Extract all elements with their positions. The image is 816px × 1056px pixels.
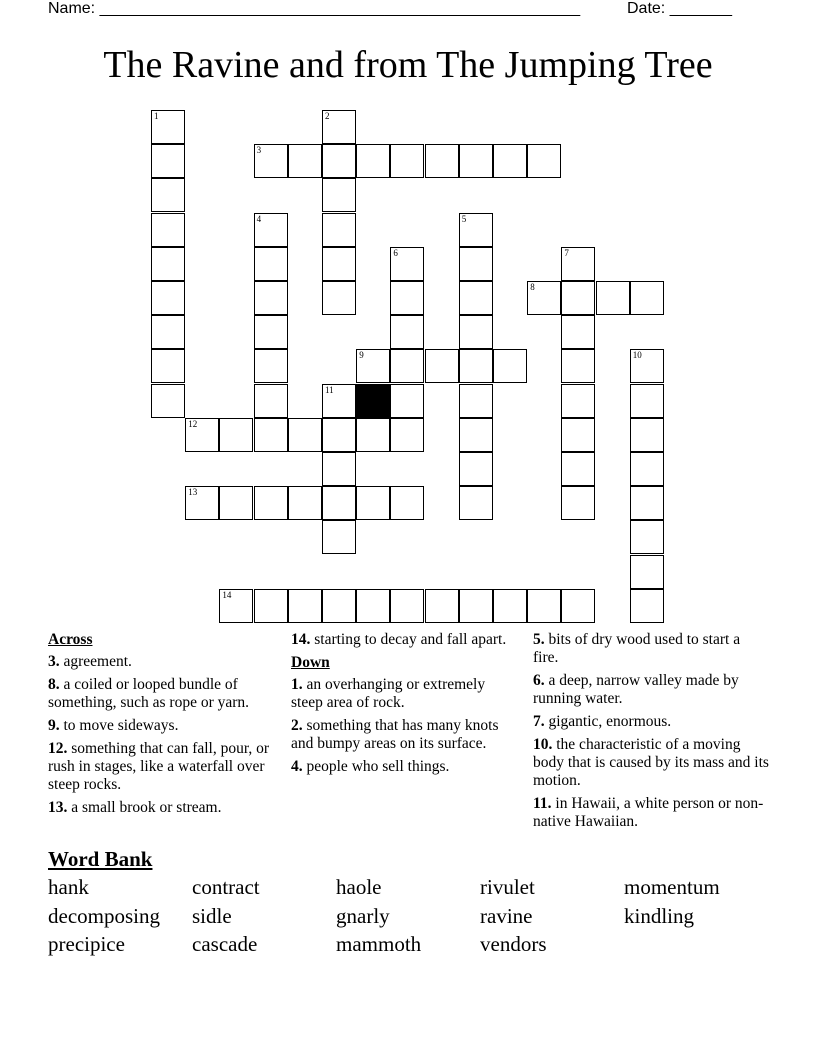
- clue-number-label: 7: [564, 247, 569, 258]
- grid-cell-13[interactable]: [185, 486, 219, 520]
- clue-number-label: 14: [222, 589, 232, 600]
- grid-cell[interactable]: [561, 281, 595, 315]
- clue-number: 2.: [291, 717, 303, 734]
- grid-cell[interactable]: [219, 418, 253, 452]
- grid-cell-11[interactable]: [322, 384, 356, 418]
- clue-down-6: [533, 672, 769, 708]
- word-bank-heading: Word Bank: [48, 847, 153, 871]
- grid-cell[interactable]: [596, 281, 630, 315]
- grid-cell[interactable]: [254, 486, 288, 520]
- clue-number-label: 1: [154, 111, 159, 121]
- clue-number: 9.: [48, 717, 60, 734]
- grid-cell-1[interactable]: [151, 110, 185, 144]
- grid-cell[interactable]: [151, 315, 185, 349]
- grid-cell[interactable]: [322, 178, 356, 212]
- grid-cell[interactable]: [459, 589, 493, 623]
- grid-cell[interactable]: [630, 418, 664, 452]
- clues-column-1: [48, 631, 273, 822]
- grid-cell[interactable]: [493, 349, 527, 383]
- grid-cell[interactable]: [254, 349, 288, 383]
- word-bank-word: mammoth: [336, 932, 422, 956]
- grid-cell[interactable]: [322, 520, 356, 554]
- clue-down-7: [533, 713, 769, 731]
- grid-cell[interactable]: [288, 589, 322, 623]
- grid-cell[interactable]: [630, 520, 664, 554]
- clue-down-4: [291, 758, 516, 776]
- name-field-label: Name: ______________________________________________________: [48, 0, 581, 17]
- grid-cell[interactable]: [630, 281, 664, 315]
- clue-down-1: [291, 676, 516, 712]
- grid-cell[interactable]: [151, 144, 185, 178]
- grid-cell[interactable]: [322, 452, 356, 486]
- grid-cell[interactable]: [390, 384, 424, 418]
- grid-cell[interactable]: [459, 384, 493, 418]
- grid-cell[interactable]: [322, 486, 356, 520]
- grid-cell[interactable]: [322, 213, 356, 247]
- clue-down-5: [533, 631, 769, 667]
- word-bank-word: rivulet: [480, 875, 535, 899]
- clue-number: 10.: [533, 736, 553, 753]
- grid-cell[interactable]: [630, 384, 664, 418]
- clue-text: an overhanging or extremely steep area of rock.: [291, 676, 486, 711]
- clue-across-8: [48, 676, 273, 712]
- grid-cell[interactable]: [151, 178, 185, 212]
- clue-text: to move sideways.: [63, 717, 179, 734]
- grid-cell[interactable]: [288, 486, 322, 520]
- grid-cell[interactable]: [254, 315, 288, 349]
- grid-cell[interactable]: [151, 349, 185, 383]
- across-heading: Across: [48, 631, 93, 648]
- clue-down-10: [533, 736, 769, 790]
- grid-cell[interactable]: [561, 349, 595, 383]
- clue-number-label: 5: [461, 213, 467, 224]
- grid-cell[interactable]: [322, 247, 356, 281]
- grid-cell[interactable]: [630, 589, 664, 623]
- grid-cell[interactable]: [322, 144, 356, 178]
- clue-number-label: 12: [188, 418, 198, 429]
- grid-cell[interactable]: [254, 247, 288, 281]
- clue-across-3: [48, 653, 273, 671]
- grid-cell-3[interactable]: [254, 144, 288, 178]
- clue-text: something that can fall, pour, or rush in stages, like a waterfall over steep rocks.: [48, 740, 270, 793]
- grid-cell[interactable]: [459, 349, 493, 383]
- date-field-label: Date: _______: [627, 0, 732, 17]
- clue-number: 12.: [48, 740, 68, 757]
- grid-cell-8[interactable]: [527, 281, 561, 315]
- grid-cell-10[interactable]: [630, 349, 664, 383]
- clue-number-label: 4: [256, 213, 262, 224]
- grid-cell[interactable]: [630, 486, 664, 520]
- clue-number-label: 11: [325, 384, 334, 395]
- clue-number: 1.: [291, 676, 303, 693]
- grid-cell[interactable]: [390, 315, 424, 349]
- grid-cell-9[interactable]: [356, 349, 390, 383]
- clue-text: agreement.: [63, 653, 132, 670]
- clue-across-13: [48, 799, 273, 817]
- clue-down-2: [291, 717, 516, 753]
- word-bank-word: hank: [48, 875, 89, 899]
- grid-cell[interactable]: [254, 384, 288, 418]
- clue-text: the characteristic of a moving body that is caused by its mass and its motion.: [533, 736, 769, 789]
- grid-cell-6[interactable]: [390, 247, 424, 281]
- grid-cell-14[interactable]: [219, 589, 253, 623]
- clue-text: gigantic, enormous.: [548, 713, 672, 730]
- word-bank-word: gnarly: [336, 904, 390, 928]
- grid-cell[interactable]: [459, 281, 493, 315]
- clue-text: a deep, narrow valley made by running water.: [533, 672, 739, 707]
- clue-down-11: [533, 795, 769, 831]
- grid-cell[interactable]: [322, 418, 356, 452]
- down-heading: Down: [291, 654, 330, 671]
- clue-number: 14.: [291, 631, 311, 648]
- clue-number-label: 6: [393, 247, 398, 258]
- clue-number-label: 8: [530, 282, 535, 292]
- clue-text: a small brook or stream.: [71, 799, 222, 816]
- word-bank-word: vendors: [480, 932, 547, 956]
- grid-cell[interactable]: [356, 418, 390, 452]
- grid-cell[interactable]: [459, 418, 493, 452]
- grid-cell[interactable]: [527, 589, 561, 623]
- word-bank-word: ravine: [480, 904, 533, 928]
- grid-cell[interactable]: [561, 315, 595, 349]
- clue-text: bits of dry wood used to start a fire.: [533, 631, 741, 666]
- grid-cell[interactable]: [322, 589, 356, 623]
- grid-cell[interactable]: [459, 144, 493, 178]
- clue-number: 8.: [48, 676, 60, 693]
- grid-cell[interactable]: [459, 315, 493, 349]
- grid-cell[interactable]: [630, 555, 664, 589]
- grid-cell[interactable]: [151, 247, 185, 281]
- grid-cell[interactable]: [527, 144, 561, 178]
- grid-cell[interactable]: [493, 144, 527, 178]
- clue-text: in Hawaii, a white person or non-native Hawaiian.: [533, 795, 764, 830]
- grid-cell[interactable]: [561, 589, 595, 623]
- clue-across-12: [48, 740, 273, 794]
- clue-number-label: 3: [256, 145, 262, 156]
- grid-cell[interactable]: [322, 281, 356, 315]
- grid-cell[interactable]: [390, 486, 424, 520]
- grid-cell[interactable]: [288, 144, 322, 178]
- grid-cell[interactable]: [425, 349, 459, 383]
- grid-cell[interactable]: [288, 418, 322, 452]
- clue-across-9: [48, 717, 273, 735]
- grid-cell[interactable]: [390, 281, 424, 315]
- grid-cell-12[interactable]: [185, 418, 219, 452]
- grid-cell[interactable]: [561, 384, 595, 418]
- clue-text: something that has many knots and bumpy areas on its surface.: [291, 717, 499, 752]
- grid-cell[interactable]: [254, 589, 288, 623]
- grid-cell[interactable]: [219, 486, 253, 520]
- word-bank-word: momentum: [624, 875, 720, 899]
- grid-cell[interactable]: [561, 418, 595, 452]
- word-bank-word: sidle: [192, 904, 232, 928]
- grid-cell[interactable]: [390, 144, 424, 178]
- grid-cell[interactable]: [356, 144, 390, 178]
- grid-cell-4[interactable]: [254, 213, 288, 247]
- grid-cell[interactable]: [390, 589, 424, 623]
- clue-number: 13.: [48, 799, 68, 816]
- grid-cell[interactable]: [356, 486, 390, 520]
- clue-text: starting to decay and fall apart.: [314, 631, 507, 648]
- grid-cell[interactable]: [561, 452, 595, 486]
- clue-number: 4.: [291, 758, 303, 775]
- clue-number-label: 10: [632, 350, 642, 361]
- grid-cell-2[interactable]: [322, 110, 356, 144]
- grid-cell[interactable]: [425, 589, 459, 623]
- grid-cell[interactable]: [561, 486, 595, 520]
- clue-text: a coiled or looped bundle of something, such as rope or yarn.: [48, 676, 250, 711]
- clue-number-label: 13: [188, 487, 198, 498]
- grid-cell[interactable]: [151, 281, 185, 315]
- grid-cell[interactable]: [254, 418, 288, 452]
- word-bank-word: precipice: [48, 932, 125, 956]
- grid-cell[interactable]: [390, 418, 424, 452]
- grid-cell[interactable]: [254, 281, 288, 315]
- grid-cell-5[interactable]: [459, 213, 493, 247]
- clue-number: 6.: [533, 672, 545, 689]
- grid-cell[interactable]: [493, 589, 527, 623]
- grid-cell[interactable]: [356, 589, 390, 623]
- page-title: The Ravine and from The Jumping Tree: [103, 44, 713, 86]
- clue-number: 3.: [48, 653, 60, 670]
- grid-cell[interactable]: [151, 384, 185, 418]
- clues-column-3: [533, 631, 769, 836]
- grid-cell[interactable]: [630, 452, 664, 486]
- clue-number-label: 9: [359, 350, 364, 361]
- grid-cell-blocked: [356, 384, 390, 418]
- clue-across-14: [291, 631, 516, 649]
- grid-cell-7[interactable]: [561, 247, 595, 281]
- word-bank-word: kindling: [624, 904, 695, 928]
- clue-number-label: 2: [325, 111, 330, 121]
- clue-number: 5.: [533, 631, 545, 648]
- clue-number: 11.: [533, 795, 552, 812]
- word-bank-word: decomposing: [48, 904, 160, 928]
- clue-text: people who sell things.: [306, 758, 450, 775]
- grid-cell[interactable]: [151, 213, 185, 247]
- word-bank-word: haole: [336, 875, 382, 899]
- grid-cell[interactable]: [390, 349, 424, 383]
- grid-cell[interactable]: [459, 452, 493, 486]
- grid-cell[interactable]: [459, 247, 493, 281]
- grid-cell[interactable]: [425, 144, 459, 178]
- word-bank-word: cascade: [192, 932, 258, 956]
- clue-number: 7.: [533, 713, 545, 730]
- grid-cell[interactable]: [459, 486, 493, 520]
- clues-column-2: [291, 631, 516, 781]
- word-bank-word: contract: [192, 875, 260, 899]
